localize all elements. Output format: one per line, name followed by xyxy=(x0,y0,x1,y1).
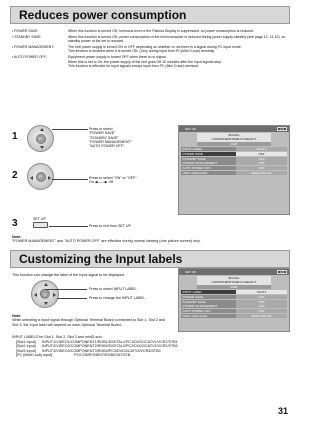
osd-setting-row[interactable] xyxy=(181,314,287,318)
step-3-text: Press to exit from SET UP. xyxy=(89,224,132,228)
osd-setting-row[interactable] xyxy=(181,300,287,304)
osd-header xyxy=(179,269,289,275)
page-number: 31 xyxy=(277,406,288,416)
definition-desc xyxy=(68,55,292,68)
osd-setting-label: STANDBY SAVE xyxy=(181,157,236,161)
osd-setting-label: POWER MANAGEMENT xyxy=(181,304,236,308)
step-line: Press to select "ON" or "OFF". xyxy=(89,176,138,180)
step-1-number: 1 xyxy=(12,131,18,142)
osd-menu-row[interactable] xyxy=(181,280,287,284)
step-2-number: 2 xyxy=(12,170,18,181)
osd-page-badge: 1/2 xyxy=(277,270,287,274)
osd-menu-row[interactable] xyxy=(181,285,287,289)
definition-term: • STANDBY SAVE: xyxy=(12,35,42,39)
osd-title: SET UP xyxy=(185,270,197,274)
remote-dpad-updown[interactable] xyxy=(27,125,54,152)
osd-row-label: RGB xyxy=(197,142,271,146)
definition-line: The unit power supply is turned ON or OFF depending on whether or not there is a signal during PC input mode. xyxy=(68,45,242,50)
arrow-down-icon xyxy=(40,146,44,149)
step-1-text xyxy=(89,127,132,148)
arrow-up-icon xyxy=(40,128,44,131)
definition-term: • POWER MANAGEMENT: xyxy=(12,45,55,50)
osd-setting-label: POWER SAVE xyxy=(181,152,236,156)
osd-setting-value: OFF xyxy=(236,152,287,156)
arrow-left-icon xyxy=(34,293,37,297)
callout-line-4 xyxy=(45,289,87,290)
osd-setup-menu-input-label xyxy=(178,268,290,332)
osd-setting-value: OFF xyxy=(236,295,287,299)
osd-setting-label: AUTO POWER OFF xyxy=(181,309,236,313)
step-line: On ◀——▶ Off xyxy=(89,180,114,185)
input-label-slot: [Slot1 Input] xyxy=(16,340,36,344)
input-label-slot: [PC (MiniD-sub) input] xyxy=(16,353,53,358)
input-label-values: INPUT3/VIDEO3/COMPONENT3/RGB3/PC3/DVD3/CATV3/VCR3/STB3 xyxy=(42,348,161,353)
note-power xyxy=(12,235,292,244)
osd-setting-row[interactable] xyxy=(181,147,287,151)
remote-dpad-input-label[interactable] xyxy=(31,280,59,308)
osd-row-label: COMPONENT/RGB-IN SELECT xyxy=(197,280,271,284)
definition-line: This function is effective for input signals except input from PC (Mini D-sub) terminal. xyxy=(68,63,199,68)
definition-term: • AUTO POWER OFF: xyxy=(12,55,47,60)
osd-setup-menu-power xyxy=(178,125,290,215)
osd-menu-row[interactable] xyxy=(181,133,287,137)
osd-setting-label: POWER SAVE xyxy=(181,295,236,299)
osd-setting-label: INPUT LABEL xyxy=(181,290,236,294)
osd-setting-label: OSD LANGUAGE xyxy=(181,171,236,175)
osd-header xyxy=(179,126,289,132)
step-line: "POWER SAVE" xyxy=(89,131,116,136)
osd-setting-value: SLOT1 xyxy=(236,147,287,151)
definition-line: Equipment power supply is turned OFF when there is no signal. xyxy=(68,55,167,60)
osd-row-label: COMPONENT/RGB-IN SELECT xyxy=(197,137,271,141)
callout-line-5 xyxy=(57,298,87,299)
definition-row xyxy=(12,35,292,43)
definition-row xyxy=(12,29,292,33)
setup-key-label: SET UP xyxy=(33,217,46,221)
callout-line-1 xyxy=(52,129,88,130)
note-label-2: Note: xyxy=(12,314,22,318)
step-change-input-label: Press to change the INPUT LABEL. xyxy=(89,296,146,300)
input-label-values: PC/COMPONENT/RGB/DVD/STB xyxy=(74,353,131,358)
note-text-2: While selecting a Input signal through Optional Terminal Board connected to Slot 1, Slot 2 and Slot 3, the Input label will depend on each Optional Terminal Board. xyxy=(12,318,166,327)
arrow-right-icon xyxy=(53,293,56,297)
osd-setting-label: INPUT LABEL xyxy=(181,147,236,151)
definition-line: When this is set to On, the power supply of the unit goes Off 10 minutes after the input signals stop. xyxy=(68,59,223,64)
osd-setting-label: STANDBY SAVE xyxy=(181,300,236,304)
osd-setting-label: OSD LANGUAGE xyxy=(181,314,236,318)
definition-line: When this function is turned ON, power consumption of the microcomputer is reduced during power supply standby (see page 12, 14-15), so standby power of the set is reduced. xyxy=(68,35,286,44)
osd-setting-value: OFF xyxy=(236,300,287,304)
osd-setting-row[interactable] xyxy=(181,304,287,308)
labels-intro: INPUT LABELS for Slot 1, Slot 2, Slot 3 and miniD-sub: xyxy=(12,335,103,339)
input-label-slot: [Slot3 Input] xyxy=(16,348,36,353)
osd-row-label: RGB xyxy=(197,285,271,289)
callout-line-3 xyxy=(49,226,88,227)
osd-setting-label: AUTO POWER OFF xyxy=(181,166,236,170)
osd-setting-value: SLOT1 xyxy=(236,290,287,294)
remote-center-button-3[interactable]: R xyxy=(40,289,50,299)
arrow-left-icon xyxy=(30,176,33,180)
input-labels-list xyxy=(12,340,292,358)
osd-setting-value: OFF xyxy=(236,309,287,313)
definition-row xyxy=(12,45,292,53)
osd-setting-row[interactable] xyxy=(181,290,287,294)
osd-setting-row[interactable] xyxy=(181,171,287,175)
osd-menu-row[interactable] xyxy=(181,276,287,280)
osd-menu-row[interactable] xyxy=(181,142,287,146)
note-label: Note: xyxy=(12,235,22,239)
input-label-row xyxy=(12,353,292,357)
step-select-input-label: Press to select INPUT LABEL. xyxy=(89,287,138,291)
step-line: Press to select xyxy=(89,127,113,131)
definition-term: • POWER SAVE: xyxy=(12,29,39,33)
osd-setting-row[interactable] xyxy=(181,157,287,161)
osd-setting-row[interactable] xyxy=(181,166,287,170)
step-line: "STANDBY SAVE" xyxy=(89,135,119,140)
osd-row-label: SIGNAL xyxy=(197,276,271,280)
section-title-input-labels: Customizing the Input labels xyxy=(10,250,290,268)
osd-row-label: SIGNAL xyxy=(197,133,271,137)
step-line: "POWER MANAGEMENT" xyxy=(89,139,132,144)
osd-page-badge: 1/2 xyxy=(277,127,287,131)
remote-center-button-2[interactable]: R xyxy=(36,172,46,182)
step-2-text xyxy=(89,176,137,185)
osd-setting-row[interactable] xyxy=(181,152,287,156)
osd-title: SET UP xyxy=(185,127,197,131)
osd-setting-value: OFF xyxy=(236,161,287,165)
callout-line-2 xyxy=(52,179,88,180)
definition-desc xyxy=(68,29,292,33)
definition-desc xyxy=(68,45,292,53)
arrow-right-icon xyxy=(48,176,51,180)
osd-setting-value: OFF xyxy=(236,304,287,308)
section-title-power: Reduces power consumption xyxy=(10,6,290,24)
definition-desc xyxy=(68,35,292,43)
arrow-down-icon xyxy=(44,302,48,305)
step-line: "AUTO POWER OFF". xyxy=(89,144,126,149)
osd-setting-value: OFF xyxy=(236,157,287,161)
osd-setting-value: ENGLISH(US) xyxy=(236,171,287,175)
step-3-number: 3 xyxy=(12,218,18,229)
osd-setting-row[interactable] xyxy=(181,295,287,299)
input-label-slot: [Slot2 Input] xyxy=(16,344,36,349)
osd-setting-row[interactable] xyxy=(181,161,287,165)
input-label-values: INPUT2/VIDEO2/COMPONENT2/RGB2/DIGITAL2/PC2/DVD2/CATV2/VCR2/STB2 xyxy=(42,344,178,349)
note-input-label xyxy=(12,314,172,327)
setup-button[interactable] xyxy=(33,222,48,228)
osd-setting-row[interactable] xyxy=(181,309,287,313)
remote-center-button[interactable]: R xyxy=(36,134,46,144)
osd-setting-value: ENGLISH(US) xyxy=(236,314,287,318)
arrow-up-icon xyxy=(44,283,48,286)
remote-dpad-leftright[interactable] xyxy=(27,163,54,190)
input-label-intro: This function can change the label of the Input signal to be displayed. xyxy=(12,273,125,277)
input-label-values: INPUT1/VIDEO1/COMPONENT1/RGB1/DIGITAL1/PC1/DVD1/CATV1/VCR1/STB1 xyxy=(42,340,178,344)
definition-line: This function is enabled when it is turned ON. (Only during input from PC(Mini D-sub) terminal) xyxy=(68,49,215,54)
note-text: "POWER MANAGEMENT" and "AUTO POWER OFF" are effective during normal viewing (one picture screen) only. xyxy=(12,239,201,244)
definition-row xyxy=(12,55,292,68)
definition-line: When this function is turned ON, luminous level of the Plasma Display is suppressed, so power consumption is reduced. xyxy=(68,29,254,33)
osd-setting-value: OFF xyxy=(236,166,287,170)
definition-list xyxy=(12,29,292,70)
osd-menu-row[interactable] xyxy=(181,137,287,141)
osd-setting-label: POWER MANAGEMENT xyxy=(181,161,236,165)
